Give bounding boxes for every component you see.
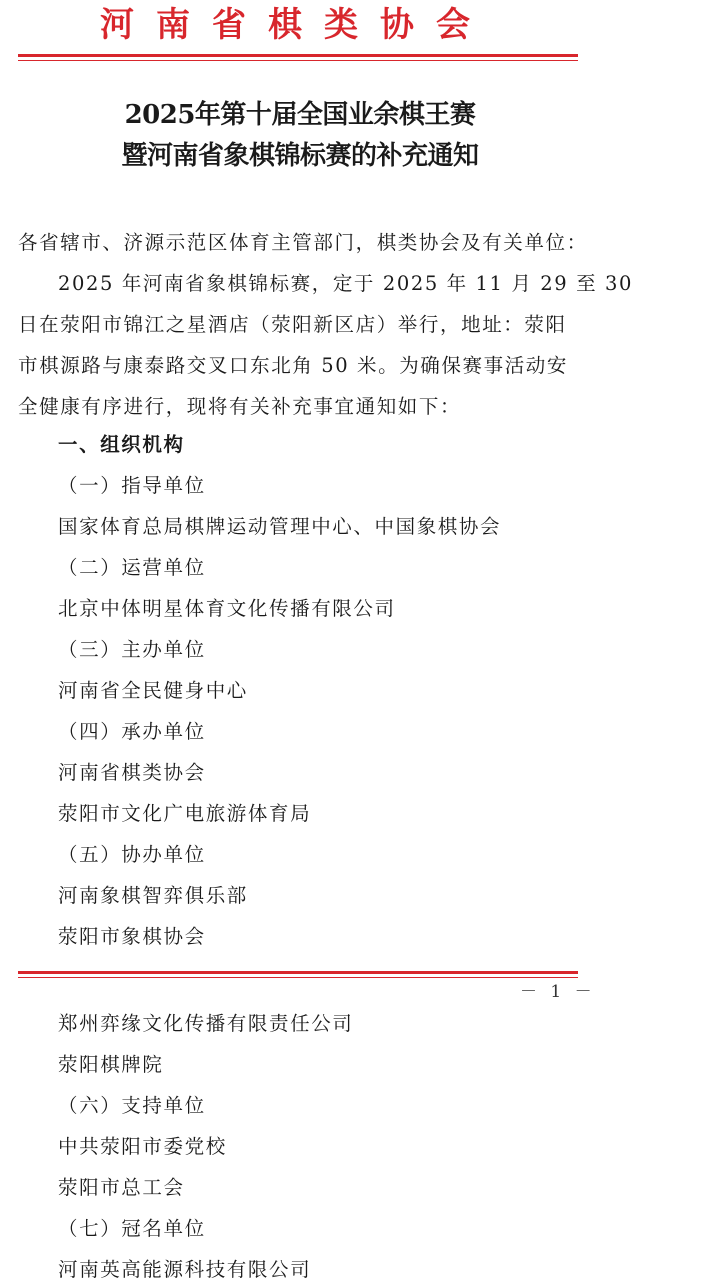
org-entry: 荥阳市总工会 [58,1176,185,1199]
org-entry: 北京中体明星体育文化传播有限公司 [58,597,396,620]
footer-rule-thin [18,977,578,978]
section-heading: 一、组织机构 [58,433,185,456]
intro-line: 全健康有序进行，现将有关补充事宜通知如下： [18,395,462,418]
subsection-heading: （三）主办单位 [58,638,206,661]
org-entry: 荥阳市象棋协会 [58,925,206,948]
letterhead-rule-thick [18,54,578,57]
intro-line: 市棋源路与康泰路交叉口东北角 50 米。为确保赛事活动安 [18,354,569,377]
subsection-heading: （一）指导单位 [58,474,206,497]
document-title-line1: 2025年第十届全国业余棋王赛 [124,100,476,130]
subsection-heading: （五）协办单位 [58,843,206,866]
org-entry: 郑州弈缘文化传播有限责任公司 [58,1012,354,1035]
org-entry: 河南省棋类协会 [58,761,206,784]
subsection-heading: （七）冠名单位 [58,1217,206,1240]
page-number: － 1 － [520,982,596,1002]
subsection-heading: （六）支持单位 [58,1094,206,1117]
org-entry: 河南省全民健身中心 [58,679,248,702]
letterhead-org-name: 河南省棋类协会 [100,5,492,45]
intro-line: 日在荥阳市锦江之星酒店（荥阳新区店）举行，地址：荥阳 [18,313,567,336]
salutation: 各省辖市、济源示范区体育主管部门，棋类协会及有关单位： [18,231,588,254]
subsection-heading: （四）承办单位 [58,720,206,743]
footer-rule-thick [18,971,578,974]
subsection-heading: （二）运营单位 [58,556,206,579]
document-title-line2: 暨河南省象棋锦标赛的补充通知 [121,141,479,171]
org-entry: 荥阳棋牌院 [58,1053,164,1076]
org-entry: 国家体育总局棋牌运动管理中心、中国象棋协会 [58,515,502,538]
intro-line: 2025 年河南省象棋锦标赛，定于 2025 年 11 月 29 至 30 [58,272,633,295]
org-entry: 河南英高能源科技有限公司 [58,1258,312,1281]
letterhead-rule-thin [18,60,578,61]
org-entry: 河南象棋智弈俱乐部 [58,884,248,907]
org-entry: 荥阳市文化广电旅游体育局 [58,802,312,825]
org-entry: 中共荥阳市委党校 [58,1135,227,1158]
